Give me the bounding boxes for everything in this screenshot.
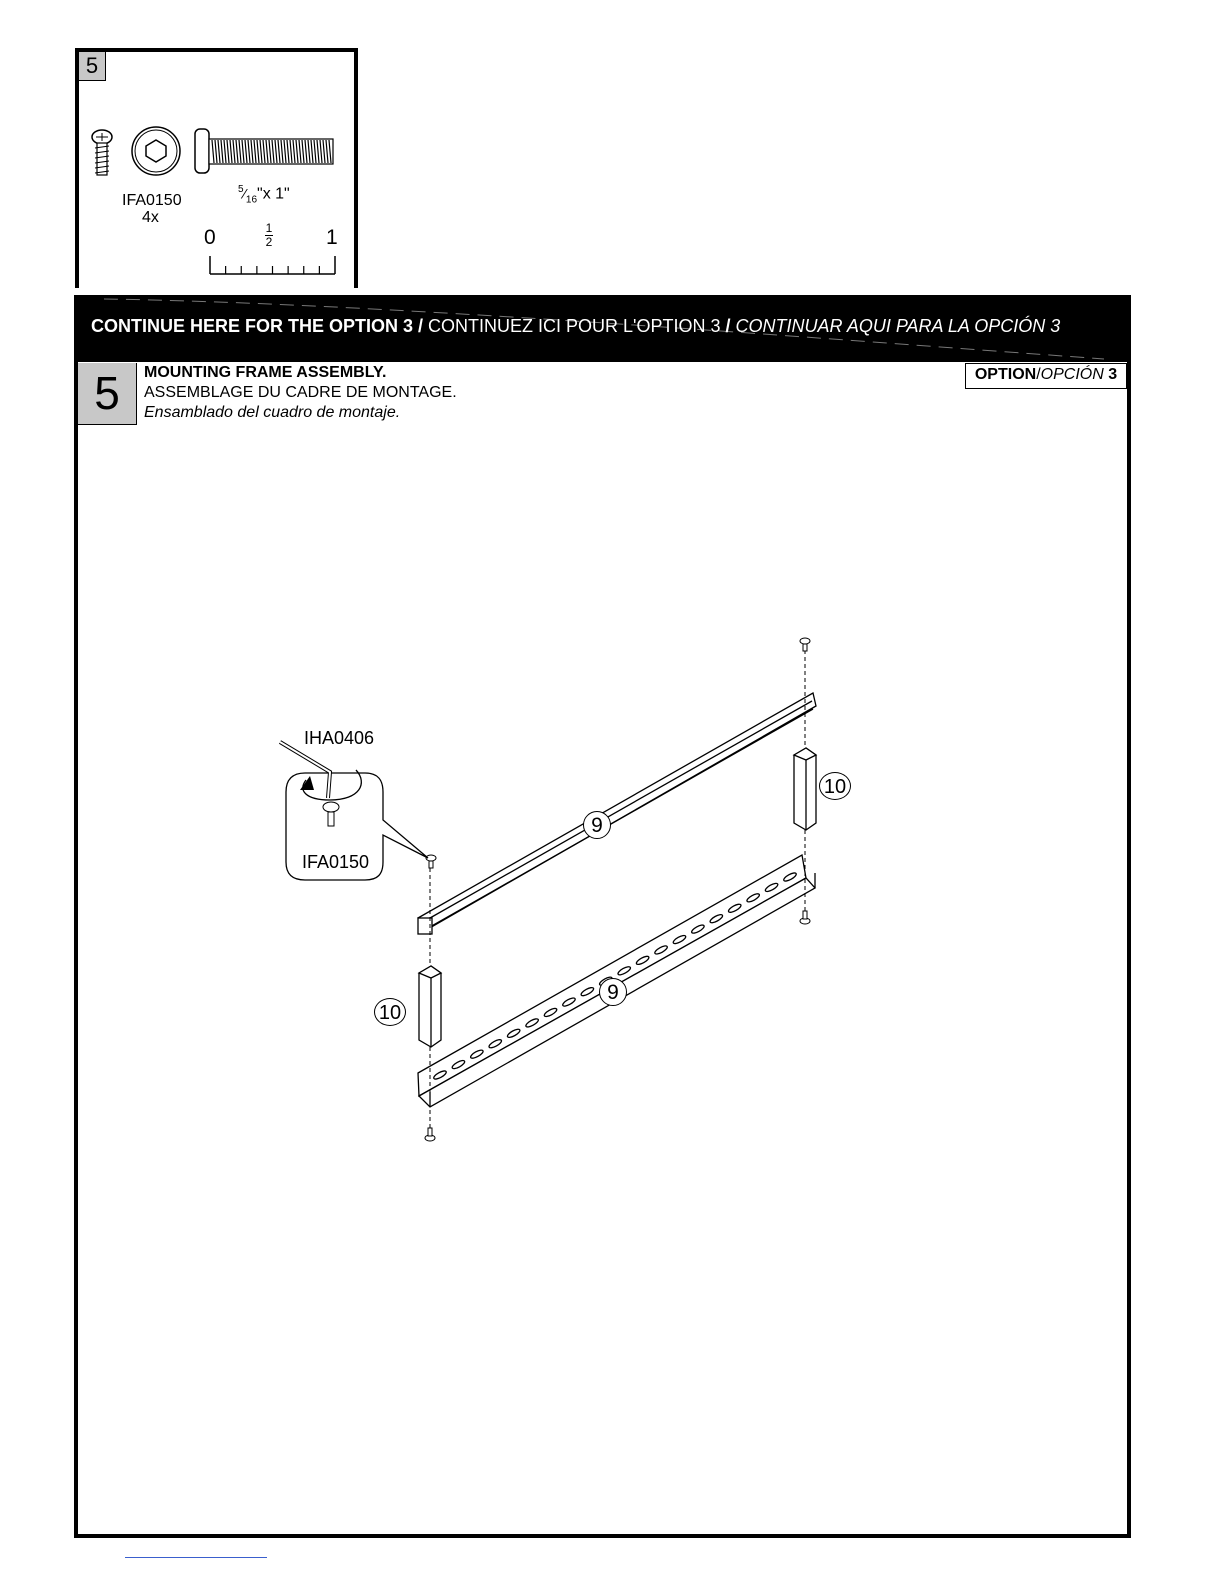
scale-half-numerator: 1 bbox=[265, 221, 273, 235]
hardware-part-code: IFA0150 bbox=[122, 192, 182, 209]
scale-zero: 0 bbox=[204, 226, 216, 249]
hardware-step-number: 5 bbox=[78, 51, 106, 81]
hex-key-label: IHA0406 bbox=[304, 728, 375, 748]
part-number-spacer-left: 10 bbox=[374, 998, 406, 1026]
hardware-quantity: 4x bbox=[142, 209, 159, 226]
part-number-spacer-right: 10 bbox=[819, 772, 851, 800]
option-slash: / bbox=[1036, 366, 1041, 383]
spacer-right bbox=[794, 748, 816, 830]
banner-french: CONTINUEZ ICI POUR L'OPTION 3 bbox=[423, 316, 726, 336]
banner-spanish: CONTINUAR AQUI PARA LA OPCIÓN 3 bbox=[730, 316, 1061, 336]
banner-english: CONTINUE HERE FOR THE OPTION 3 / bbox=[91, 316, 424, 336]
step-title-french: ASSEMBLAGE DU CADRE DE MONTAGE. bbox=[144, 384, 457, 401]
screw-label: IFA0150 bbox=[302, 852, 370, 872]
step-title-english: MOUNTING FRAME ASSEMBLY. bbox=[144, 364, 387, 381]
size-length: "x 1" bbox=[257, 185, 290, 203]
scale-half-denominator: 2 bbox=[265, 235, 273, 249]
footer-link-line bbox=[125, 1557, 267, 1558]
option-number: 3 bbox=[1103, 366, 1118, 383]
part-number-upper-rail: 9 bbox=[583, 811, 611, 839]
spacer-left bbox=[419, 966, 441, 1047]
option-english: OPTION bbox=[974, 366, 1037, 383]
banner-separator: / bbox=[725, 316, 731, 336]
part-number-lower-rail: 9 bbox=[599, 978, 627, 1006]
size-fraction-denominator: 16 bbox=[245, 194, 258, 206]
scale-one: 1 bbox=[326, 226, 338, 249]
step-title-spanish: Ensamblado del cuadro de montaje. bbox=[144, 404, 401, 421]
step-number: 5 bbox=[78, 363, 137, 425]
size-fraction-numerator: 5 bbox=[238, 184, 244, 195]
option-spanish: OPCIÓN bbox=[1040, 366, 1104, 383]
hardware-size: $^5⁄_{16}"x$ 1" bbox=[238, 184, 290, 206]
